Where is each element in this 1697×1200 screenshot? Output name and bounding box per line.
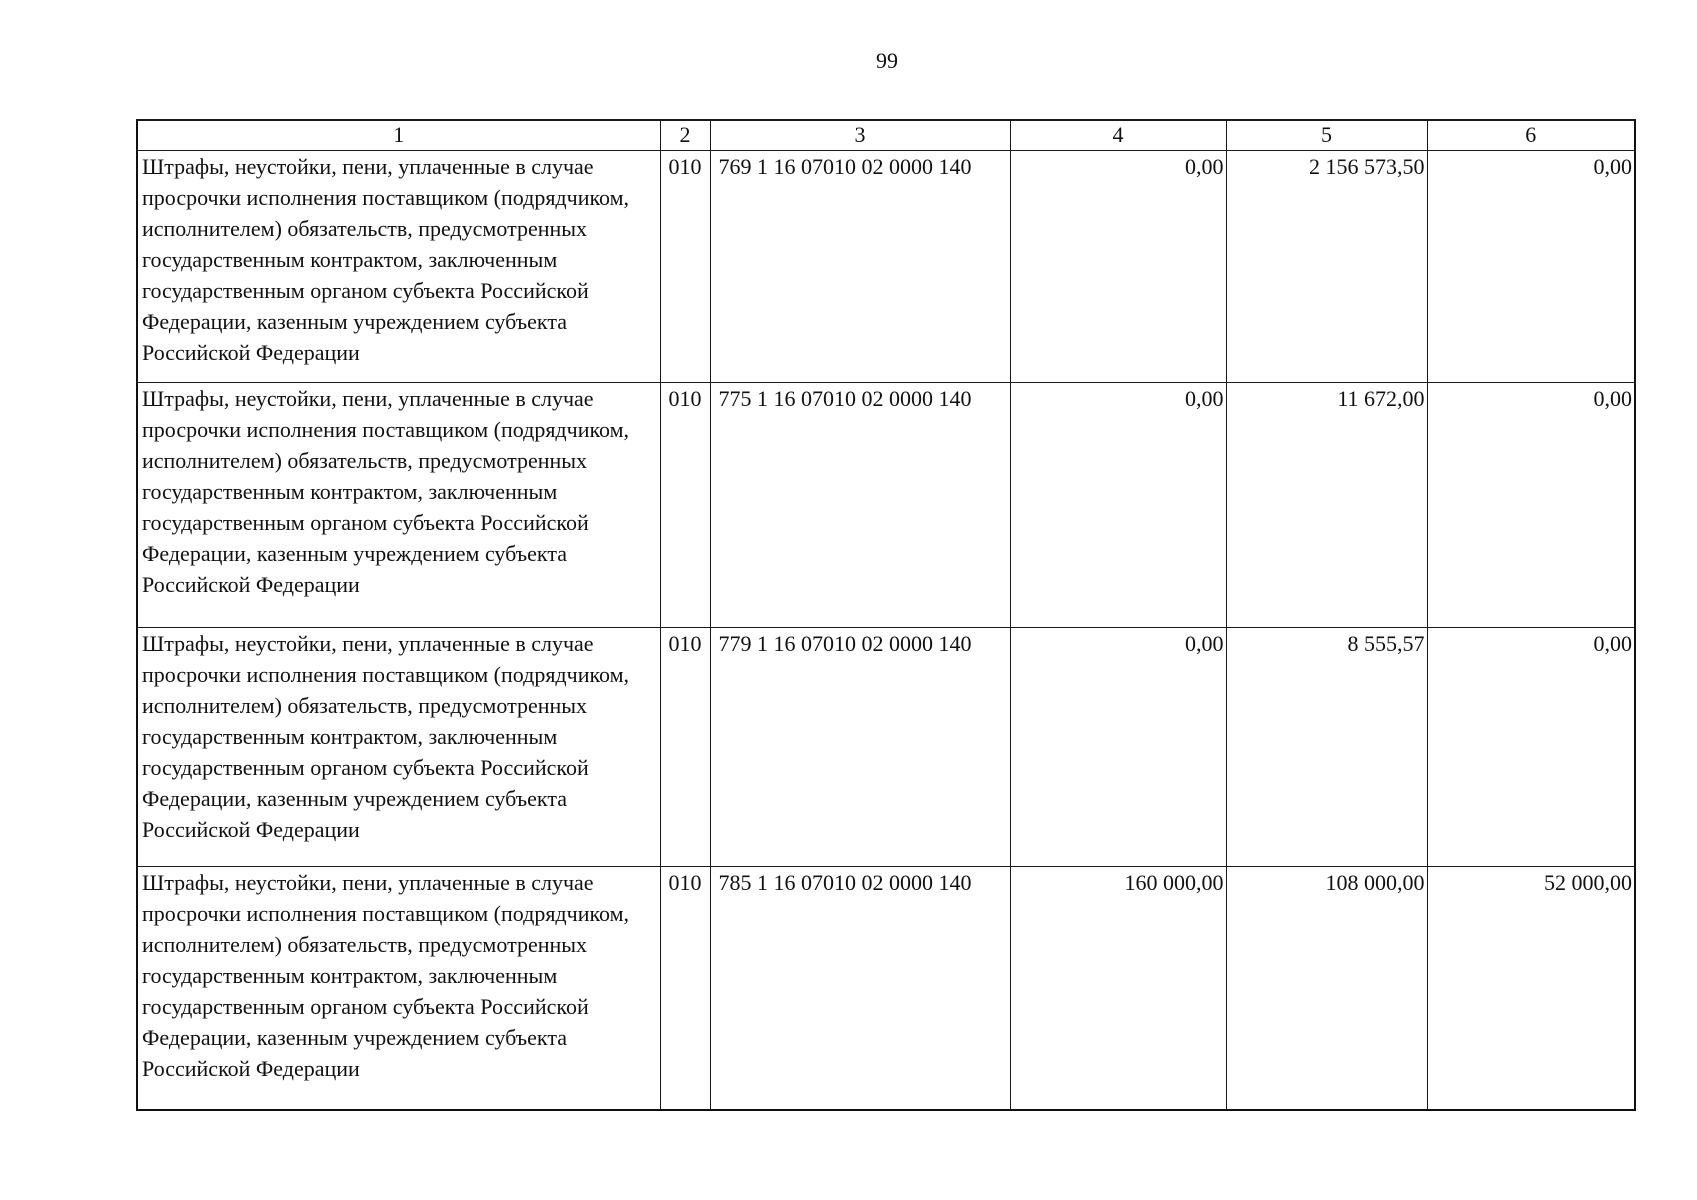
row-income-code: 775 1 16 07010 02 0000 140 bbox=[710, 383, 1010, 628]
row-col4-value: 160 000,00 bbox=[1010, 867, 1226, 1111]
row-income-code: 779 1 16 07010 02 0000 140 bbox=[710, 628, 1010, 867]
column-number-2: 2 bbox=[660, 120, 710, 151]
row-col5-value: 11 672,00 bbox=[1226, 383, 1427, 628]
row-income-code: 769 1 16 07010 02 0000 140 bbox=[710, 151, 1010, 383]
row-income-code: 785 1 16 07010 02 0000 140 bbox=[710, 867, 1010, 1111]
column-number-row bbox=[137, 120, 1635, 151]
page-number: 99 bbox=[876, 48, 898, 73]
row-description: Штрафы, неустойки, пени, уплаченные в случае просрочки исполнения поставщиком (подрядчиком, исполнителем) обязательств, предусмотренных государственным контрактом, заключенным государственным органом субъекта Российской Федерации, казенным учреждением субъекта Российской Федерации bbox=[137, 867, 660, 1111]
column-number-3: 3 bbox=[710, 120, 1010, 151]
column-number-4: 4 bbox=[1010, 120, 1226, 151]
row-col6-value: 0,00 bbox=[1427, 628, 1635, 867]
column-number-6: 6 bbox=[1427, 120, 1635, 151]
table-row bbox=[137, 383, 1635, 628]
table-row bbox=[137, 628, 1635, 867]
row-col5-value: 108 000,00 bbox=[1226, 867, 1427, 1111]
table-row bbox=[137, 867, 1635, 1111]
row-col4-value: 0,00 bbox=[1010, 151, 1226, 383]
table-row bbox=[137, 151, 1635, 383]
row-line-code: 010 bbox=[660, 628, 710, 867]
column-number-1: 1 bbox=[137, 120, 660, 151]
row-line-code: 010 bbox=[660, 867, 710, 1111]
column-number-5: 5 bbox=[1226, 120, 1427, 151]
row-description: Штрафы, неустойки, пени, уплаченные в случае просрочки исполнения поставщиком (подрядчиком, исполнителем) обязательств, предусмотренных государственным контрактом, заключенным государственным органом субъекта Российской Федерации, казенным учреждением субъекта Российской Федерации bbox=[137, 383, 660, 628]
row-col5-value: 2 156 573,50 bbox=[1226, 151, 1427, 383]
row-col5-value: 8 555,57 bbox=[1226, 628, 1427, 867]
row-col4-value: 0,00 bbox=[1010, 628, 1226, 867]
row-line-code: 010 bbox=[660, 383, 710, 628]
row-description: Штрафы, неустойки, пени, уплаченные в случае просрочки исполнения поставщиком (подрядчиком, исполнителем) обязательств, предусмотренных государственным контрактом, заключенным государственным органом субъекта Российской Федерации, казенным учреждением субъекта Российской Федерации bbox=[137, 628, 660, 867]
row-description: Штрафы, неустойки, пени, уплаченные в случае просрочки исполнения поставщиком (подрядчиком, исполнителем) обязательств, предусмотренных государственным контрактом, заключенным государственным органом субъекта Российской Федерации, казенным учреждением субъекта Российской Федерации bbox=[137, 151, 660, 383]
row-col6-value: 0,00 bbox=[1427, 151, 1635, 383]
row-col6-value: 0,00 bbox=[1427, 383, 1635, 628]
report-table bbox=[136, 119, 1636, 1111]
row-col6-value: 52 000,00 bbox=[1427, 867, 1635, 1111]
row-line-code: 010 bbox=[660, 151, 710, 383]
row-col4-value: 0,00 bbox=[1010, 383, 1226, 628]
